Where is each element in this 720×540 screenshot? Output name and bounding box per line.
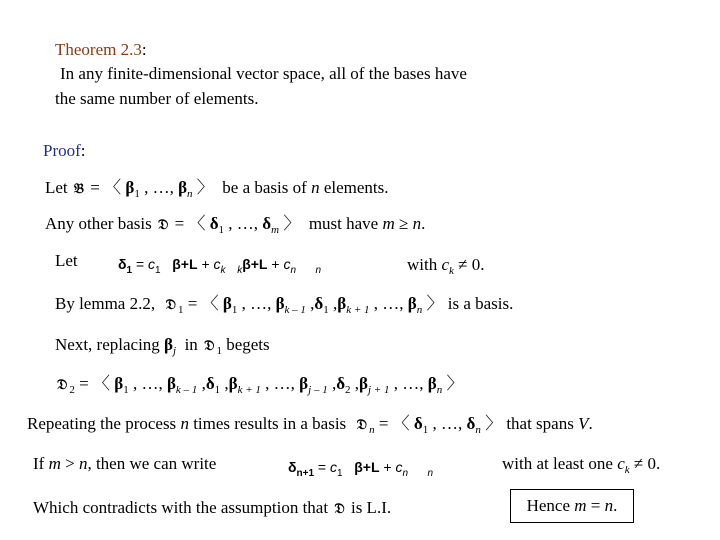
- delta: δ: [314, 294, 324, 313]
- theorem-label: Theorem 2.3: [55, 40, 142, 59]
- var-m: m: [48, 454, 61, 473]
- f-sub: 1: [155, 265, 161, 276]
- sub: 1: [214, 384, 221, 396]
- eq-open: = 〈: [378, 414, 410, 433]
- eq: =: [590, 496, 601, 515]
- beta: β: [222, 294, 232, 313]
- beta: β: [359, 374, 368, 393]
- if-line: [33, 454, 216, 474]
- f-term: β+L: [242, 256, 268, 272]
- f-c: c: [329, 459, 337, 475]
- text: with: [407, 255, 438, 274]
- f-sub: n: [315, 265, 322, 276]
- dots: , …,: [228, 214, 259, 233]
- beta: β: [114, 374, 124, 393]
- text: ≠ 0.: [458, 255, 485, 274]
- var-m: m: [382, 214, 395, 233]
- beta: β: [407, 294, 417, 313]
- beta: β: [299, 374, 309, 393]
- text: must have: [308, 214, 379, 233]
- f-sub: n: [427, 468, 434, 479]
- sub: n: [187, 188, 193, 200]
- var-n: n: [78, 454, 88, 473]
- theorem-colon: :: [141, 40, 147, 59]
- comma: ,: [331, 374, 337, 393]
- var-n: n: [180, 414, 189, 433]
- beta: β: [125, 178, 135, 197]
- text: Hence: [526, 496, 571, 515]
- contradicts-line: [33, 498, 391, 519]
- f-sub: n: [402, 468, 409, 479]
- comma: ,: [310, 294, 315, 313]
- f-c: c: [395, 459, 403, 475]
- sub: n: [369, 424, 375, 436]
- text: is a basis.: [447, 294, 514, 313]
- repeat-line: [27, 414, 593, 436]
- delta1-formula: [118, 255, 321, 276]
- text: By lemma 2.2,: [55, 294, 156, 313]
- eq-open: = 〈: [187, 294, 219, 313]
- basis-b-icon: 𝔅: [73, 181, 85, 197]
- f-eq: =: [135, 256, 145, 272]
- text: with at least one: [502, 454, 613, 473]
- gt: >: [65, 454, 75, 473]
- basis-d-icon: 𝔇: [57, 377, 68, 393]
- proof-colon: :: [80, 141, 86, 160]
- text: begets: [226, 335, 270, 354]
- var-n: n: [311, 178, 320, 197]
- dot: .: [613, 496, 618, 515]
- sub: j + 1: [368, 384, 390, 396]
- let-word: Let: [55, 251, 78, 270]
- delta: δ: [262, 214, 272, 233]
- theorem-statement-line1: In any finite-dimensional vector space, all of the bases have: [60, 64, 467, 83]
- f-sub: n+1: [296, 468, 315, 479]
- var-c: c: [617, 454, 625, 473]
- f-c: c: [148, 256, 156, 272]
- f-plus: +: [383, 459, 392, 475]
- delta-n1-formula: [288, 458, 433, 479]
- f-term: β+L: [354, 459, 380, 475]
- text: elements.: [323, 178, 389, 197]
- beta: β: [427, 374, 437, 393]
- sub: j: [173, 345, 177, 357]
- dots: , …,: [393, 374, 424, 393]
- beta: β: [275, 294, 285, 313]
- f-sub: k: [237, 265, 243, 276]
- f-sub: 1: [336, 468, 343, 479]
- sub: k – 1: [284, 304, 306, 316]
- sub: 1: [218, 224, 225, 236]
- close: 〉: [426, 294, 444, 313]
- basis-d-icon: 𝔇: [157, 217, 169, 233]
- beta: β: [337, 294, 347, 313]
- sub: 1: [216, 345, 222, 357]
- var-v: V: [578, 414, 589, 433]
- sub: n: [416, 304, 423, 316]
- text: is L.I.: [350, 498, 392, 517]
- text: Repeating the process: [27, 414, 177, 433]
- d2-line: [55, 374, 463, 396]
- basis-d-icon: 𝔇: [334, 501, 345, 517]
- eq-open: = 〈: [90, 178, 122, 197]
- sub: k: [624, 464, 630, 476]
- sub: 1: [134, 188, 140, 200]
- other-basis-line: [45, 214, 425, 236]
- theorem-title: [55, 40, 147, 60]
- delta: δ: [209, 214, 219, 233]
- sub: k + 1: [346, 304, 370, 316]
- sub: 1: [422, 424, 429, 436]
- f-plus: +: [201, 256, 210, 272]
- sub: j – 1: [308, 384, 328, 396]
- f-sub: n: [290, 265, 296, 276]
- f-c: c: [283, 256, 291, 272]
- with-ck-nonzero: [407, 255, 485, 277]
- beta: β: [164, 335, 174, 354]
- sub: n: [436, 384, 443, 396]
- sub: 2: [69, 384, 75, 396]
- text: Which contradicts with the assumption that: [33, 498, 329, 517]
- f-sub: 1: [126, 265, 133, 276]
- f-c: c: [213, 256, 221, 272]
- let-basis-line: [45, 178, 388, 200]
- dots: , …,: [265, 374, 295, 393]
- lemma-line: [55, 294, 513, 316]
- let-delta-line: [55, 251, 78, 271]
- text: in: [184, 335, 198, 354]
- f-eq: =: [317, 459, 327, 475]
- text: Any other basis: [45, 214, 152, 233]
- theorem-statement-line2: the same number of elements.: [55, 89, 259, 108]
- eq-open: = 〈: [174, 214, 206, 233]
- let-word: Let: [45, 178, 68, 197]
- dots: , …,: [373, 294, 404, 313]
- f-delta: δ: [118, 256, 127, 272]
- dots: , …,: [132, 374, 163, 393]
- comma: ,: [333, 294, 338, 313]
- f-term: β+L: [172, 256, 198, 272]
- text: ≠ 0.: [633, 454, 661, 473]
- proof-label: Proof: [43, 141, 81, 160]
- comma: ,: [224, 374, 229, 393]
- geq: ≥: [399, 214, 409, 233]
- at-least-one-line: [502, 454, 660, 476]
- f-delta: δ: [288, 459, 297, 475]
- beta: β: [228, 374, 238, 393]
- sub: 1: [123, 384, 129, 396]
- close: 〉: [485, 414, 503, 433]
- dots: , …,: [432, 414, 463, 433]
- text: , then we can write: [87, 454, 217, 473]
- delta: δ: [466, 414, 476, 433]
- delta: δ: [336, 374, 346, 393]
- var-n: n: [412, 214, 422, 233]
- var-m: m: [574, 496, 587, 515]
- sub: 2: [345, 384, 351, 396]
- beta: β: [166, 374, 176, 393]
- eq-open: = 〈: [79, 374, 110, 393]
- text: times results in a basis: [193, 414, 347, 433]
- sub: k – 1: [175, 384, 198, 396]
- sub: k: [449, 265, 454, 277]
- f-sub: k: [220, 265, 226, 276]
- dot: .: [421, 214, 426, 233]
- dots: , …,: [144, 178, 174, 197]
- sub: m: [271, 224, 280, 236]
- sub: n: [475, 424, 481, 436]
- text: Next, replacing: [55, 335, 160, 354]
- dot: .: [588, 414, 593, 433]
- conclusion-box: [510, 489, 634, 523]
- text: If: [33, 454, 45, 473]
- basis-d-icon: 𝔇: [204, 338, 215, 354]
- dots: , …,: [241, 294, 272, 313]
- basis-d-icon: 𝔇: [356, 417, 368, 433]
- text: be a basis of: [222, 178, 307, 197]
- sub: 1: [323, 304, 329, 316]
- text: that spans: [506, 414, 574, 433]
- sub: 1: [231, 304, 238, 316]
- comma: ,: [201, 374, 206, 393]
- basis-d-icon: 𝔇: [165, 297, 176, 313]
- next-line: [55, 335, 270, 357]
- f-plus: +: [271, 256, 280, 272]
- close: 〉: [446, 374, 464, 393]
- beta: β: [178, 178, 188, 197]
- sub: k + 1: [237, 384, 261, 396]
- comma: ,: [354, 374, 360, 393]
- var-n: n: [604, 496, 614, 515]
- close: 〉: [196, 178, 214, 197]
- var-c: c: [441, 255, 450, 274]
- close: 〉: [283, 214, 301, 233]
- proof-heading: [43, 141, 86, 161]
- sub: 1: [178, 304, 184, 316]
- delta: δ: [413, 414, 423, 433]
- delta: δ: [205, 374, 215, 393]
